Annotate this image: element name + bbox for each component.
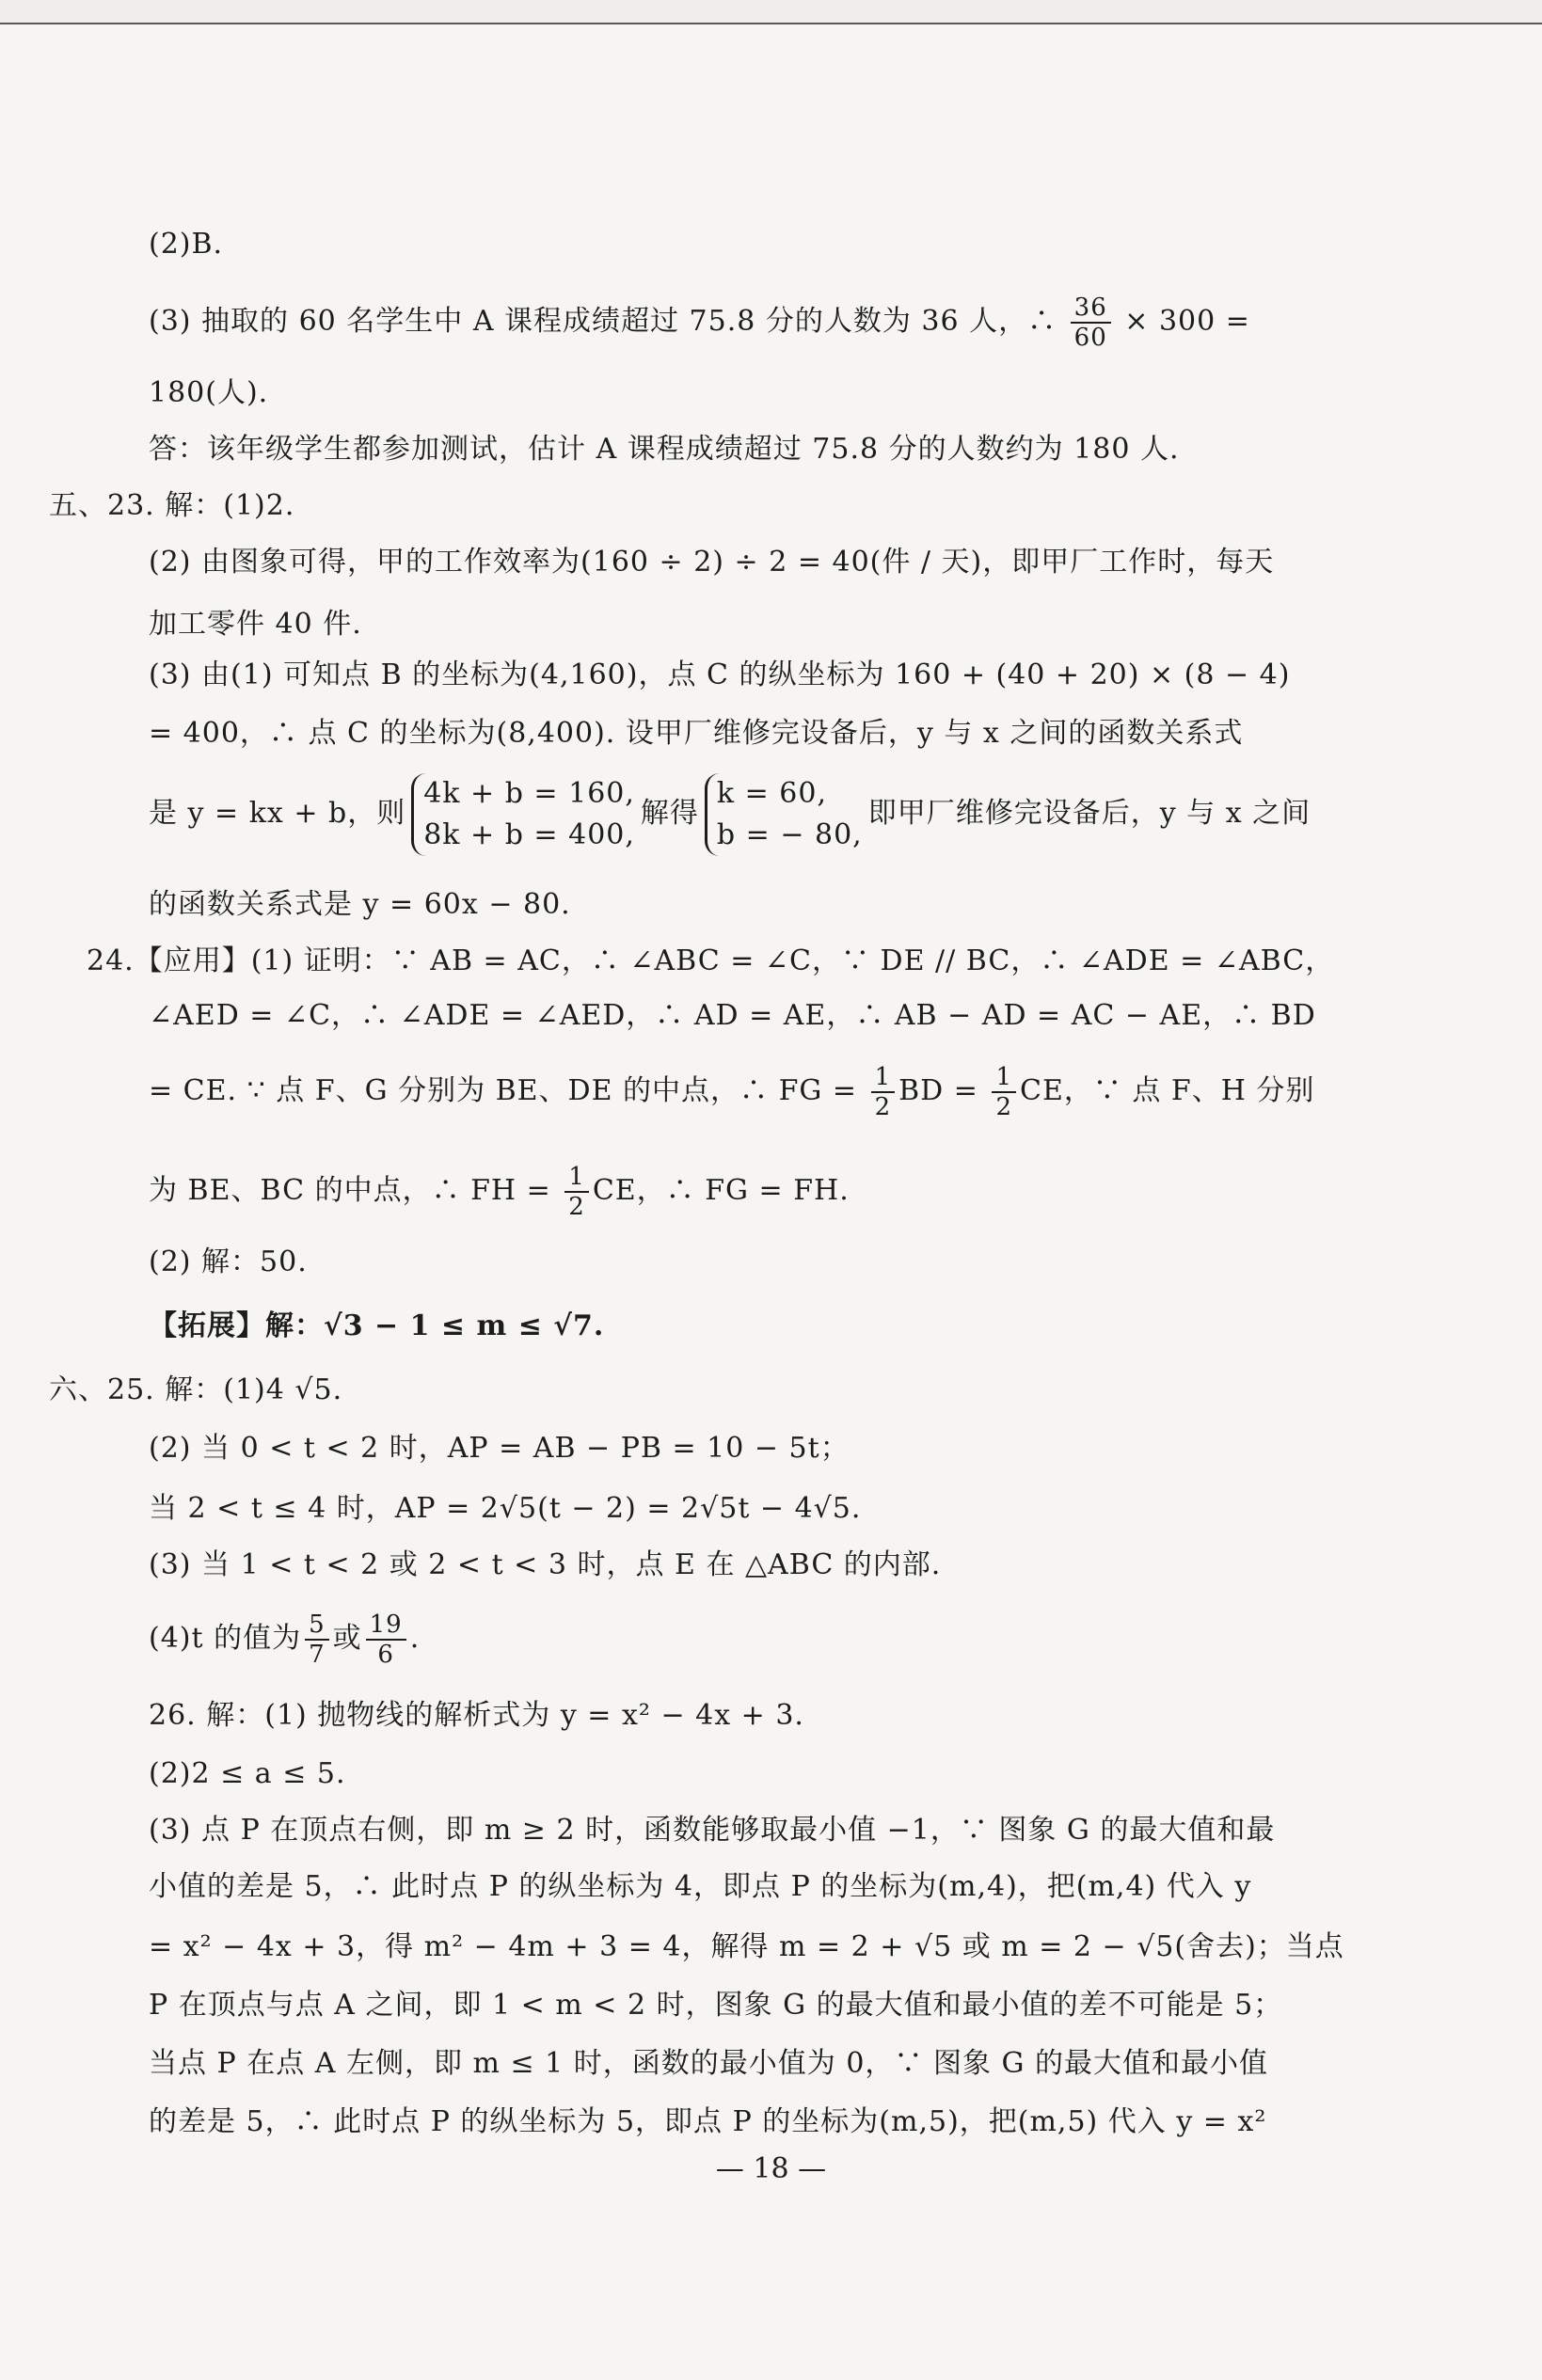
fraction-half-2: $\frac{1}{2}$ — [992, 1063, 1016, 1121]
fraction-36-60: $\frac{36}{60}$ — [1071, 294, 1111, 352]
line-9: = 400，∴ 点 C 的坐标为(8,400). 设甲厂维修完设备后，y 与 x 之间的函数关系式 — [149, 717, 1244, 750]
line-20: 当 2 < t ≤ 4 时，AP = 2√5(t − 2) = 2√5t − 4√5. — [149, 1492, 862, 1525]
line-1: (2)B. — [149, 228, 224, 261]
line-19: (2) 当 0 < t < 2 时，AP = AB − PB = 10 − 5t； — [149, 1432, 850, 1465]
fraction-half-1: $\frac{1}{2}$ — [871, 1063, 896, 1121]
fraction-19-6: $\frac{19}{6}$ — [366, 1610, 406, 1669]
line-12: 24.【应用】(1) 证明：∵ AB = AC，∴ ∠ABC = ∠C，∵ DE // BC，∴ ∠ADE = ∠ABC， — [87, 944, 1335, 977]
line-18: 六、25. 解：(1)4 √5. — [49, 1373, 343, 1406]
line-29: 当点 P 在点 A 左侧，即 m ≤ 1 时，函数的最小值为 0，∵ 图象 G 的最大值和最小值 — [149, 2047, 1269, 2080]
scan-top-edge — [0, 0, 1542, 24]
line-6: (2) 由图象可得，甲的工作效率为(160 ÷ 2) ÷ 2 = 40(件 / 天)，即甲厂工作时，每天 — [149, 546, 1275, 579]
line-15: 为 BE、BC 的中点，∴ FH = $\frac{1}{2}$ CE，∴ FG = FH. — [149, 1163, 850, 1221]
line-21: (3) 当 1 < t < 2 或 2 < t < 3 时，点 E 在 △ABC 的内部. — [149, 1548, 942, 1581]
line-25: (3) 点 P 在顶点右侧，即 m ≥ 2 时，函数能够取最小值 −1，∵ 图象 G 的最大值和最 — [149, 1814, 1276, 1847]
line-16: (2) 解：50. — [149, 1246, 308, 1278]
fraction-5-7: $\frac{5}{7}$ — [305, 1610, 329, 1669]
line-3: 180(人). — [149, 376, 269, 409]
line-14: = CE. ∵ 点 F、G 分别为 BE、DE 的中点，∴ FG = $\frac{1}{2}$ BD = $\frac{1}{2}$ CE，∵ 点 F、H 分别 — [149, 1063, 1315, 1121]
line-13: ∠AED = ∠C，∴ ∠ADE = ∠AED，∴ AD = AE，∴ AB − AD = AC − AE，∴ BD — [149, 999, 1316, 1032]
line-26: 小值的差是 5，∴ 此时点 P 的纵坐标为 4，即点 P 的坐标为(m,4)，把(m,4) 代入 y — [149, 1870, 1252, 1903]
line-8: (3) 由(1) 可知点 B 的坐标为(4,160)，点 C 的纵坐标为 160 + (40 + 20) × (8 − 4) — [149, 658, 1291, 691]
line-22: (4)t 的值为 $\frac{5}{7}$ 或 $\frac{19}{6}$ . — [149, 1610, 421, 1669]
line-7: 加工零件 40 件. — [149, 608, 362, 641]
line-5: 五、23. 解：(1)2. — [49, 489, 295, 522]
line-4: 答：该年级学生都参加测试，估计 A 课程成绩超过 75.8 分的人数约为 180 人. — [149, 433, 1180, 466]
fraction-half-3: $\frac{1}{2}$ — [564, 1163, 589, 1221]
equation-system-2: k = 60, b = − 80, — [705, 773, 863, 856]
line-11: 的函数关系式是 y = 60x − 80. — [149, 888, 571, 921]
line-2: (3) 抽取的 60 名学生中 A 课程成绩超过 75.8 分的人数为 36 人，∴ $\frac{36}{60}$ × 300 = — [149, 294, 1250, 352]
line-10: 是 y = kx + b，则 4k + b = 160, 8k + b = 400, 解得 k = 60, b = − 80, 即甲厂维修完设备后，y 与 x 之间 — [149, 773, 1311, 856]
line-28: P 在顶点与点 A 之间，即 1 < m < 2 时，图象 G 的最大值和最小值的差不可能是 5； — [149, 1989, 1283, 2022]
line-27: = x² − 4x + 3，得 m² − 4m + 3 = 4，解得 m = 2 + √5 或 m = 2 − √5(舍去)；当点 — [149, 1930, 1344, 1963]
page-number: — 18 — — [715, 2152, 827, 2185]
line-23: 26. 解：(1) 抛物线的解析式为 y = x² − 4x + 3. — [149, 1699, 804, 1732]
line-30: 的差是 5，∴ 此时点 P 的纵坐标为 5，即点 P 的坐标为(m,5)，把(m,5) 代入 y = x² — [149, 2105, 1267, 2138]
equation-system-1: 4k + b = 160, 8k + b = 400, — [411, 773, 635, 856]
line-24: (2)2 ≤ a ≤ 5. — [149, 1757, 346, 1790]
line-17: 【拓展】解：√3 − 1 ≤ m ≤ √7. — [149, 1309, 605, 1342]
